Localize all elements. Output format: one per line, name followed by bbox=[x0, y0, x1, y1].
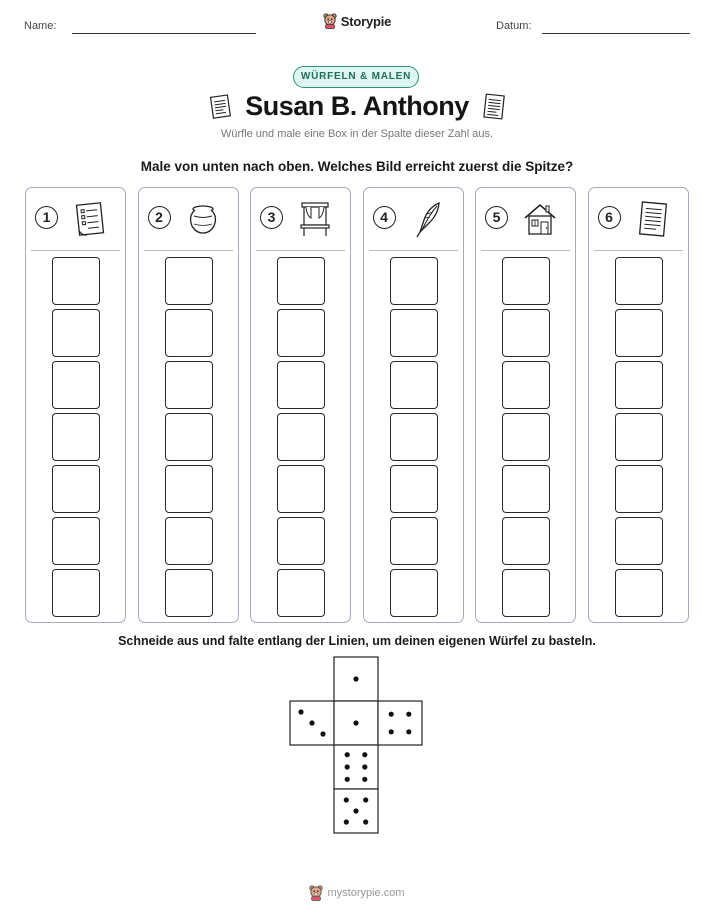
pot-icon bbox=[185, 200, 221, 238]
color-box[interactable] bbox=[502, 413, 550, 461]
column-divider bbox=[481, 250, 570, 251]
dice-pip bbox=[345, 764, 350, 769]
color-box[interactable] bbox=[52, 257, 100, 305]
color-box[interactable] bbox=[165, 413, 213, 461]
color-box[interactable] bbox=[165, 361, 213, 409]
column-2 bbox=[138, 187, 239, 623]
dice-face-right bbox=[378, 701, 422, 745]
dice-face-bottom bbox=[334, 789, 378, 833]
activity-badge: WÜRFELN & MALEN bbox=[293, 66, 419, 88]
color-box[interactable] bbox=[165, 569, 213, 617]
dice-pip bbox=[406, 712, 411, 717]
column-divider bbox=[369, 250, 458, 251]
bear-logo-icon bbox=[323, 13, 337, 29]
dice-pip bbox=[353, 808, 358, 813]
dice-pip bbox=[344, 819, 349, 824]
color-box[interactable] bbox=[277, 413, 325, 461]
dice-pip bbox=[353, 720, 358, 725]
column-number: 4 bbox=[373, 206, 396, 229]
color-box[interactable] bbox=[52, 569, 100, 617]
column-number: 3 bbox=[260, 206, 283, 229]
dice-pip bbox=[389, 729, 394, 734]
color-box[interactable] bbox=[277, 257, 325, 305]
column-4 bbox=[363, 187, 464, 623]
cut-instruction: Schneide aus und falte entlang der Linien, um deinen eigenen Würfel zu basteln. bbox=[118, 634, 596, 648]
color-box[interactable] bbox=[502, 517, 550, 565]
house-icon bbox=[522, 200, 558, 238]
color-box[interactable] bbox=[502, 257, 550, 305]
bear-footer-icon bbox=[309, 885, 323, 901]
dice-face-left bbox=[290, 701, 334, 745]
dice-pip bbox=[309, 720, 314, 725]
brand bbox=[0, 13, 714, 34]
page-title: Susan B. Anthony bbox=[245, 91, 469, 121]
color-box[interactable] bbox=[615, 309, 663, 357]
footer bbox=[0, 885, 714, 906]
letter-icon bbox=[635, 200, 671, 238]
column-number: 5 bbox=[485, 206, 508, 229]
name-label: Name: bbox=[24, 20, 57, 32]
color-box[interactable] bbox=[52, 361, 100, 409]
color-box[interactable] bbox=[502, 569, 550, 617]
footer-url[interactable]: mystorypie.com bbox=[327, 887, 405, 899]
dice-pip bbox=[320, 731, 325, 736]
color-box[interactable] bbox=[277, 517, 325, 565]
dice-face-lower bbox=[334, 745, 378, 789]
color-box[interactable] bbox=[390, 361, 438, 409]
color-box[interactable] bbox=[277, 309, 325, 357]
color-box[interactable] bbox=[615, 517, 663, 565]
color-box[interactable] bbox=[390, 517, 438, 565]
date-line[interactable] bbox=[542, 33, 690, 34]
color-box[interactable] bbox=[165, 465, 213, 513]
color-box[interactable] bbox=[52, 413, 100, 461]
dice-pip bbox=[362, 777, 367, 782]
column-3 bbox=[250, 187, 351, 623]
dice-face-center bbox=[334, 701, 378, 745]
dice-face-top bbox=[334, 657, 378, 701]
document-right-icon bbox=[480, 92, 508, 122]
column-divider bbox=[31, 250, 120, 251]
column-divider bbox=[256, 250, 345, 251]
color-box[interactable] bbox=[615, 465, 663, 513]
color-box[interactable] bbox=[52, 517, 100, 565]
color-box[interactable] bbox=[615, 413, 663, 461]
color-box[interactable] bbox=[390, 569, 438, 617]
subtitle: Würfle und male eine Box in der Spalte dieser Zahl aus. bbox=[220, 128, 494, 140]
color-box[interactable] bbox=[615, 569, 663, 617]
dice-pip bbox=[345, 752, 350, 757]
dice-pip bbox=[389, 712, 394, 717]
color-box[interactable] bbox=[165, 309, 213, 357]
dice-pip bbox=[344, 797, 349, 802]
color-box[interactable] bbox=[390, 309, 438, 357]
color-box[interactable] bbox=[165, 257, 213, 305]
document-icon bbox=[72, 200, 108, 238]
dice-pip bbox=[406, 729, 411, 734]
dice-pip bbox=[345, 777, 350, 782]
window-icon bbox=[297, 200, 333, 238]
color-box[interactable] bbox=[277, 465, 325, 513]
color-box[interactable] bbox=[277, 361, 325, 409]
dice-pip bbox=[298, 709, 303, 714]
color-box[interactable] bbox=[390, 257, 438, 305]
column-divider bbox=[144, 250, 233, 251]
dice-pip bbox=[363, 797, 368, 802]
color-box[interactable] bbox=[165, 517, 213, 565]
brand-name: Storypie bbox=[340, 13, 392, 29]
color-box[interactable] bbox=[52, 465, 100, 513]
column-5 bbox=[475, 187, 576, 623]
column-1 bbox=[25, 187, 126, 623]
color-box[interactable] bbox=[502, 309, 550, 357]
instruction: Male von unten nach oben. Welches Bild erreicht zuerst die Spitze? bbox=[140, 159, 574, 174]
column-6 bbox=[588, 187, 689, 623]
dice-net bbox=[289, 656, 427, 838]
color-box[interactable] bbox=[615, 257, 663, 305]
color-box[interactable] bbox=[502, 361, 550, 409]
column-number: 2 bbox=[148, 206, 171, 229]
color-box[interactable] bbox=[390, 413, 438, 461]
column-number: 6 bbox=[598, 206, 621, 229]
color-box[interactable] bbox=[52, 309, 100, 357]
color-box[interactable] bbox=[615, 361, 663, 409]
dice-pip bbox=[362, 752, 367, 757]
quill-icon bbox=[410, 200, 446, 238]
dice-pip bbox=[363, 819, 368, 824]
color-box[interactable] bbox=[502, 465, 550, 513]
date-label: Datum: bbox=[496, 20, 532, 32]
column-number: 1 bbox=[35, 206, 58, 229]
color-box[interactable] bbox=[390, 465, 438, 513]
color-box[interactable] bbox=[277, 569, 325, 617]
dice-pip bbox=[362, 764, 367, 769]
column-divider bbox=[594, 250, 683, 251]
dice-pip bbox=[353, 676, 358, 681]
